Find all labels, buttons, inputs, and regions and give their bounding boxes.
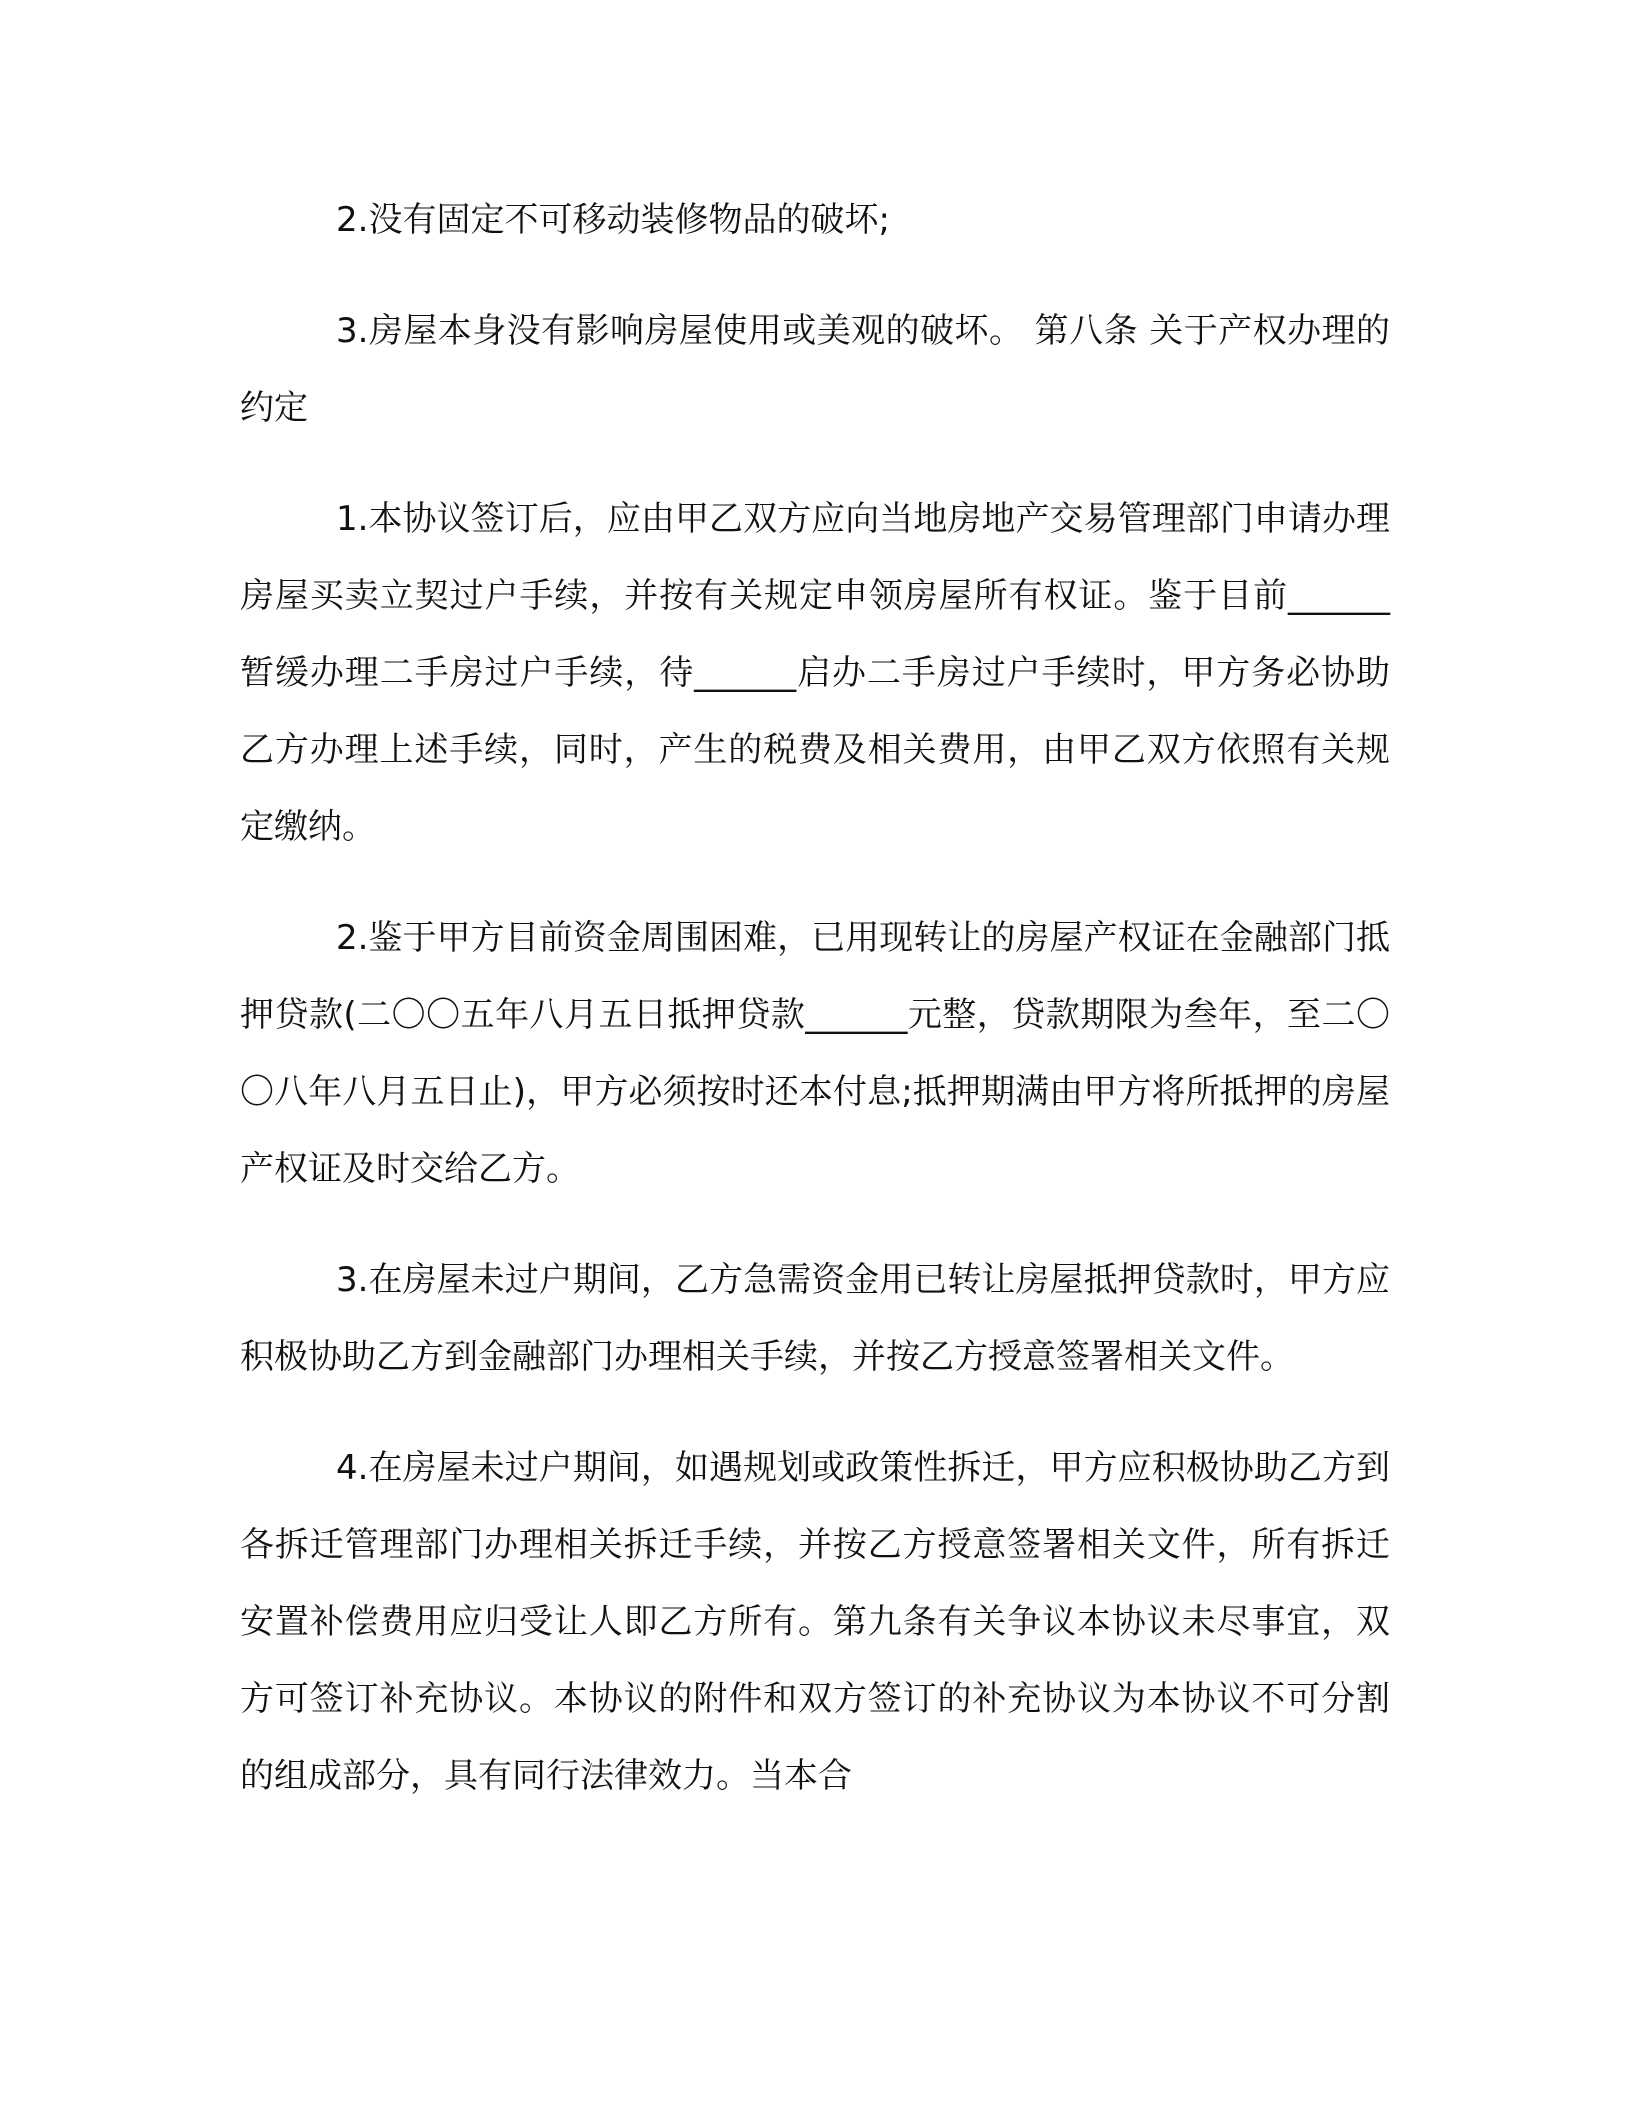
paragraph-demolition-article-9: 4.在房屋未过户期间，如遇规划或政策性拆迁，甲方应积极协助乙方到各拆迁管理部门办理相关拆迁手续，并按乙方授意签署相关文件，所有拆迁安置补偿费用应归受让人即乙方所有。第九条有关争议本协议未尽事宜，双方可签订补充协议。本协议的附件和双方签订的补充协议为本协议不可分割的组成部分，具有同行法律效力。当本合 bbox=[240, 1448, 1390, 1796]
paragraph-item-2-fixtures: 2.没有固定不可移动装修物品的破坏; bbox=[336, 200, 890, 240]
paragraph-item-3-article-8-heading: 3.房屋本身没有影响房屋使用或美观的破坏。 第八条 关于产权办理的约定 bbox=[240, 311, 1390, 428]
paragraph-title-transfer: 1.本协议签订后，应由甲乙双方应向当地房地产交易管理部门申请办理房屋买卖立契过户手续，并按有关规定申领房屋所有权证。鉴于目前______暂缓办理二手房过户手续，待______启办二手房过户手续时，甲方务必协助乙方办理上述手续，同时，产生的税费及相关费用，由甲乙双方依照有关规定缴纳。 bbox=[240, 499, 1390, 847]
paragraph-mortgage-loan: 2.鉴于甲方目前资金周围困难，已用现转让的房屋产权证在金融部门抵押贷款(二〇〇五年八月五日抵押贷款______元整，贷款期限为叁年，至二〇〇八年八月五日止)，甲方必须按时还本付息;抵押期满由甲方将所抵押的房屋产权证及时交给乙方。 bbox=[240, 918, 1390, 1189]
document-body bbox=[240, 182, 1390, 1815]
paragraph-mortgage-assistance: 3.在房屋未过户期间，乙方急需资金用已转让房屋抵押贷款时，甲方应积极协助乙方到金融部门办理相关手续，并按乙方授意签署相关文件。 bbox=[240, 1260, 1390, 1377]
